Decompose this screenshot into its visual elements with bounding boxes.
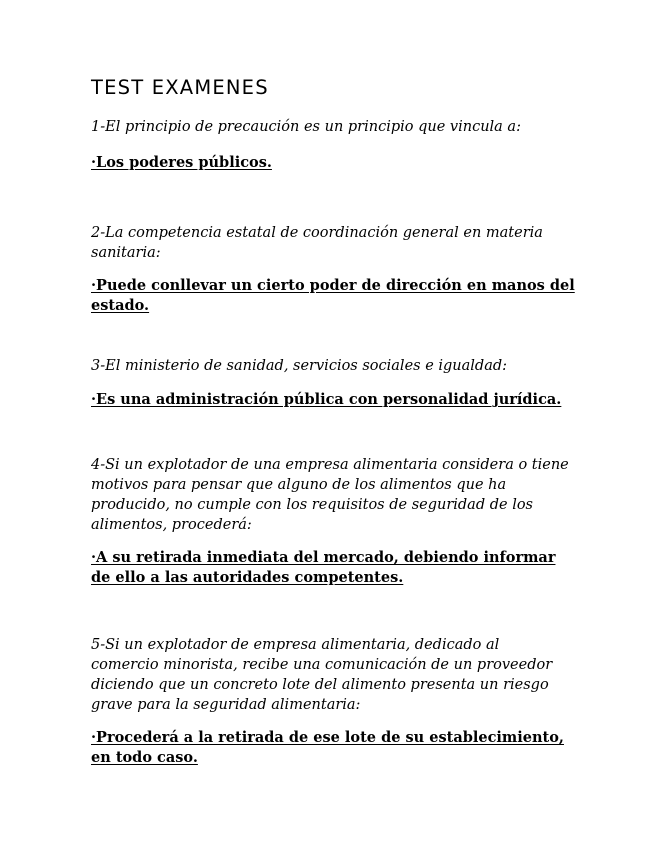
answer-2: ·Puede conllevar un cierto poder de dirección en manos del estado. <box>91 277 575 314</box>
answer-1: ·Los poderes públicos. <box>91 154 272 171</box>
answer-5: ·Procederá a la retirada de ese lote de su establecimiento, en todo caso. <box>91 729 564 766</box>
answer-3: ·Es una administración pública con personalidad jurídica. <box>91 391 562 408</box>
answer-4: ·A su retirada inmediata del mercado, debiendo informar de ello a las autoridades competentes. <box>91 549 556 586</box>
document-title: TEST EXAMENES <box>91 76 269 99</box>
question-1: 1-El principio de precaución es un principio que vincula a: <box>91 119 521 135</box>
question-4: 4-Si un explotador de una empresa alimentaria considera o tiene motivos para pensar que alguno de los alimentos que ha producido, no cumple con los requisitos de seguridad de los alimentos, procederá: <box>91 457 569 533</box>
question-2: 2-La competencia estatal de coordinación general en materia sanitaria: <box>91 225 543 261</box>
question-5: 5-Si un explotador de empresa alimentaria, dedicado al comercio minorista, recibe una comunicación de un proveedor diciendo que un concreto lote del alimento presenta un riesgo grave para la seguridad alimentaria: <box>91 637 553 713</box>
question-3: 3-El ministerio de sanidad, servicios sociales e igualdad: <box>91 358 508 374</box>
